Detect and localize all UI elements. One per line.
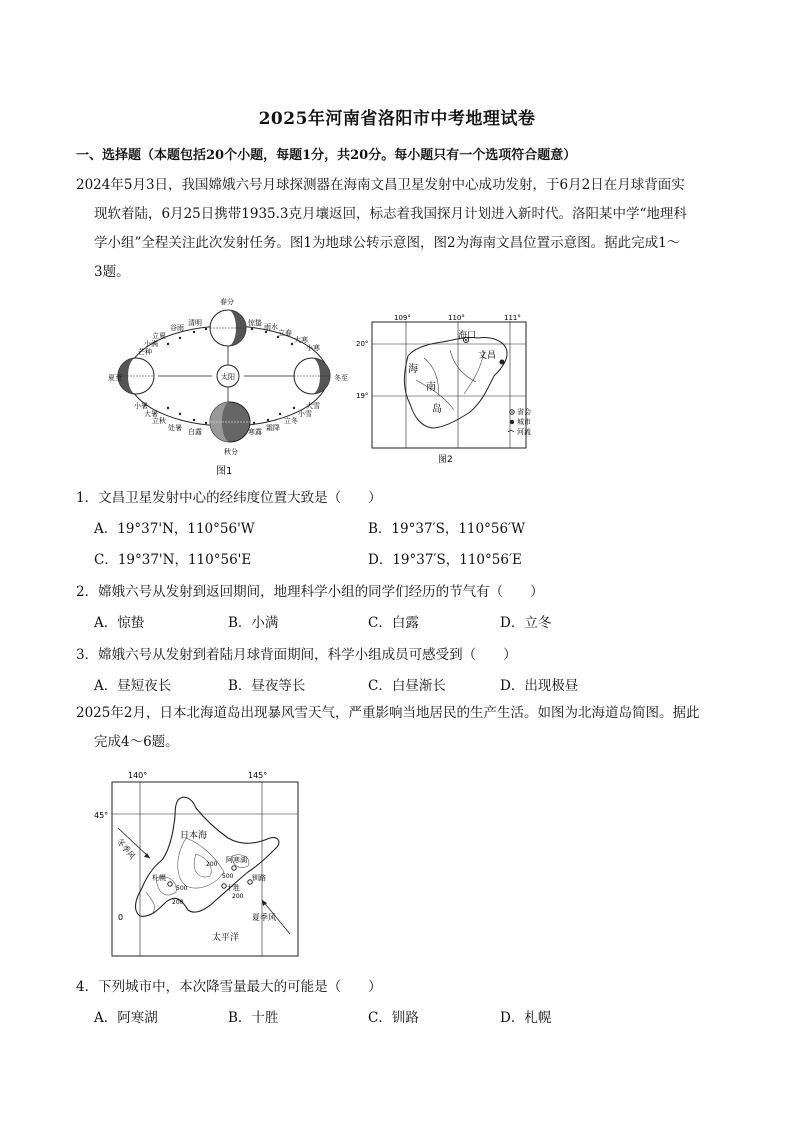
earth-winter bbox=[294, 358, 330, 394]
summer-wind-label: 夏季风 bbox=[252, 913, 276, 922]
label-lidong: 立冬 bbox=[284, 417, 298, 425]
passage-2-line2: 完成4～6题。 bbox=[94, 734, 179, 750]
lat-20: 20° bbox=[356, 340, 369, 348]
q3-option-a[interactable]: A．昼短夜长 bbox=[94, 678, 172, 694]
section-heading: 一、选择题（本题包括20个小题，每题1分，共20分。每小题只有一个选项符合题意） bbox=[76, 148, 577, 163]
wenchang-label: 文昌 bbox=[478, 351, 497, 361]
lon-145: 145° bbox=[248, 771, 268, 780]
contour-label-1: 200 bbox=[206, 861, 218, 868]
haikou-label: 海口 bbox=[458, 331, 477, 341]
legend-city: 城市 bbox=[517, 418, 531, 426]
ocean-label: 太平洋 bbox=[212, 933, 240, 943]
q4-option-b[interactable]: B．十胜 bbox=[228, 1010, 279, 1026]
earth-autumn bbox=[210, 402, 250, 442]
contour-label-3: 500 bbox=[222, 873, 234, 880]
sun-label: 太阳 bbox=[221, 373, 235, 381]
passage-2-line1: 2025年2月，日本北海道岛出现暴风雪天气，严重影响当地居民的生产生活。如图为北海道岛简图。据此 bbox=[76, 705, 700, 721]
lon-111: 111° bbox=[504, 314, 521, 322]
contour-label-4: 200 bbox=[232, 893, 244, 900]
q1-stem: 1．文昌卫星发射中心的经纬度位置大致是（ ） bbox=[76, 490, 382, 506]
q4-option-d[interactable]: D．札幌 bbox=[500, 1010, 552, 1026]
island-char-3: 岛 bbox=[432, 404, 442, 415]
label-mangzhong: 芒种 bbox=[138, 348, 152, 356]
q4-option-c[interactable]: C．钏路 bbox=[368, 1010, 419, 1026]
label-yushui: 雨水 bbox=[264, 323, 278, 331]
wenchang-dot bbox=[500, 360, 505, 365]
q4-option-a[interactable]: A．阿寒湖 bbox=[94, 1010, 158, 1026]
winter-wind-label: 冬季风 bbox=[114, 836, 137, 862]
q1-option-a[interactable]: A．19°37'N，110°56'W bbox=[94, 521, 255, 537]
label-autumn: 秋分 bbox=[224, 448, 238, 456]
passage-1 bbox=[76, 171, 726, 287]
hainan-map-figure bbox=[354, 310, 548, 466]
passage-2 bbox=[76, 699, 726, 757]
q2-option-c[interactable]: C．白露 bbox=[368, 615, 419, 631]
q3-stem: 3．嫦娥六号从发射到着陆月球背面期间，科学小组成员可感受到（ ） bbox=[76, 647, 517, 663]
label-dahan: 大寒 bbox=[294, 336, 308, 344]
label-lichun: 立春 bbox=[278, 329, 292, 337]
lon-110: 110° bbox=[448, 314, 465, 322]
label-jingzhe: 惊蛰 bbox=[248, 319, 262, 327]
label-dashu: 大暑 bbox=[144, 410, 158, 418]
passage-1-line1: 2024年5月3日，我国嫦娥六号月球探测器在海南文昌卫星发射中心成功发射，于6月2日在月球背面实 bbox=[76, 177, 685, 193]
earth-revolution-figure bbox=[108, 292, 358, 478]
q2-stem: 2．嫦娥六号从发射到返回期间，地理科学小组的同学们经历的节气有（ ） bbox=[76, 584, 544, 600]
q3-option-c[interactable]: C．白昼渐长 bbox=[368, 678, 446, 694]
q1-option-d[interactable]: D．19°37′S，110°56′E bbox=[368, 552, 522, 568]
label-hanlu: 寒露 bbox=[248, 428, 262, 436]
passage-1-line3: 学小组”全程关注此次发射任务。图1为地球公转示意图，图2为海南文昌位置示意图。据此完成1～ bbox=[94, 235, 681, 251]
contour-label-5: 200 bbox=[172, 899, 184, 906]
sea-label: 日本海 bbox=[180, 831, 208, 841]
q1-option-b[interactable]: B．19°37′S，110°56′W bbox=[368, 521, 525, 537]
label-xiaoshu: 小暑 bbox=[134, 402, 148, 410]
figure2-caption: 图2 bbox=[438, 455, 453, 465]
q1-option-c[interactable]: C．19°37'N，110°56'E bbox=[94, 552, 252, 568]
lat-19: 19° bbox=[356, 392, 369, 400]
label-summer: 夏至 bbox=[108, 374, 122, 382]
lon-140: 140° bbox=[128, 771, 148, 780]
q2-option-d[interactable]: D．立冬 bbox=[500, 615, 552, 631]
label-bailu: 白露 bbox=[188, 428, 202, 436]
legend-river: 河流 bbox=[517, 428, 531, 436]
label-xiaoman: 小满 bbox=[144, 340, 158, 348]
label-xiaoxue: 小雪 bbox=[298, 410, 312, 418]
label-lixia: 立夏 bbox=[152, 332, 166, 340]
label-shuangjiang: 霜降 bbox=[266, 424, 280, 432]
q4-stem: 4．下列城市中，本次降雪量最大的可能是（ ） bbox=[76, 979, 382, 995]
earth-summer bbox=[118, 358, 154, 394]
lon-109: 109° bbox=[394, 314, 411, 322]
page-title: 2025年河南省洛阳市中考地理试卷 bbox=[258, 109, 536, 129]
label-chushu: 处暑 bbox=[168, 424, 182, 432]
q2-option-a[interactable]: A．惊蛰 bbox=[94, 615, 145, 631]
earth-spring bbox=[210, 310, 246, 346]
contour-zero: 0 bbox=[118, 913, 124, 922]
question-1 bbox=[76, 486, 382, 506]
hokkaido-map-figure bbox=[92, 768, 304, 960]
label-qingming: 清明 bbox=[188, 319, 202, 327]
city-akanko: 阿寒湖 bbox=[226, 856, 247, 864]
q2-option-b[interactable]: B．小满 bbox=[228, 615, 279, 631]
figure1-caption: 图1 bbox=[216, 466, 233, 477]
label-xiaohan: 小寒 bbox=[306, 344, 320, 352]
label-liqiu: 立秋 bbox=[152, 417, 166, 425]
q3-option-b[interactable]: B．昼夜等长 bbox=[228, 678, 306, 694]
label-guyu: 谷雨 bbox=[170, 324, 184, 332]
label-daxue: 大雪 bbox=[306, 402, 320, 410]
label-spring: 春分 bbox=[220, 298, 234, 306]
passage-1-line2: 现软着陆，6月25日携带1935.3克月壤返回，标志着我国探月计划进入新时代。洛阳某中学“地理科 bbox=[94, 206, 687, 222]
lat-45: 45° bbox=[94, 811, 109, 820]
island-char-1: 海 bbox=[408, 364, 418, 375]
city-tokachi: 十胜 bbox=[226, 884, 240, 892]
legend-capital: 省会 bbox=[517, 408, 531, 416]
city-kushiro: 钏路 bbox=[252, 874, 266, 882]
passage-1-line4: 3题。 bbox=[94, 264, 130, 280]
q3-option-d[interactable]: D．出现极昼 bbox=[500, 678, 579, 694]
contour-label-2: 500 bbox=[176, 885, 188, 892]
city-sapporo: 札幌 bbox=[152, 874, 166, 882]
island-char-2: 南 bbox=[426, 382, 436, 393]
label-winter: 冬至 bbox=[334, 374, 348, 382]
